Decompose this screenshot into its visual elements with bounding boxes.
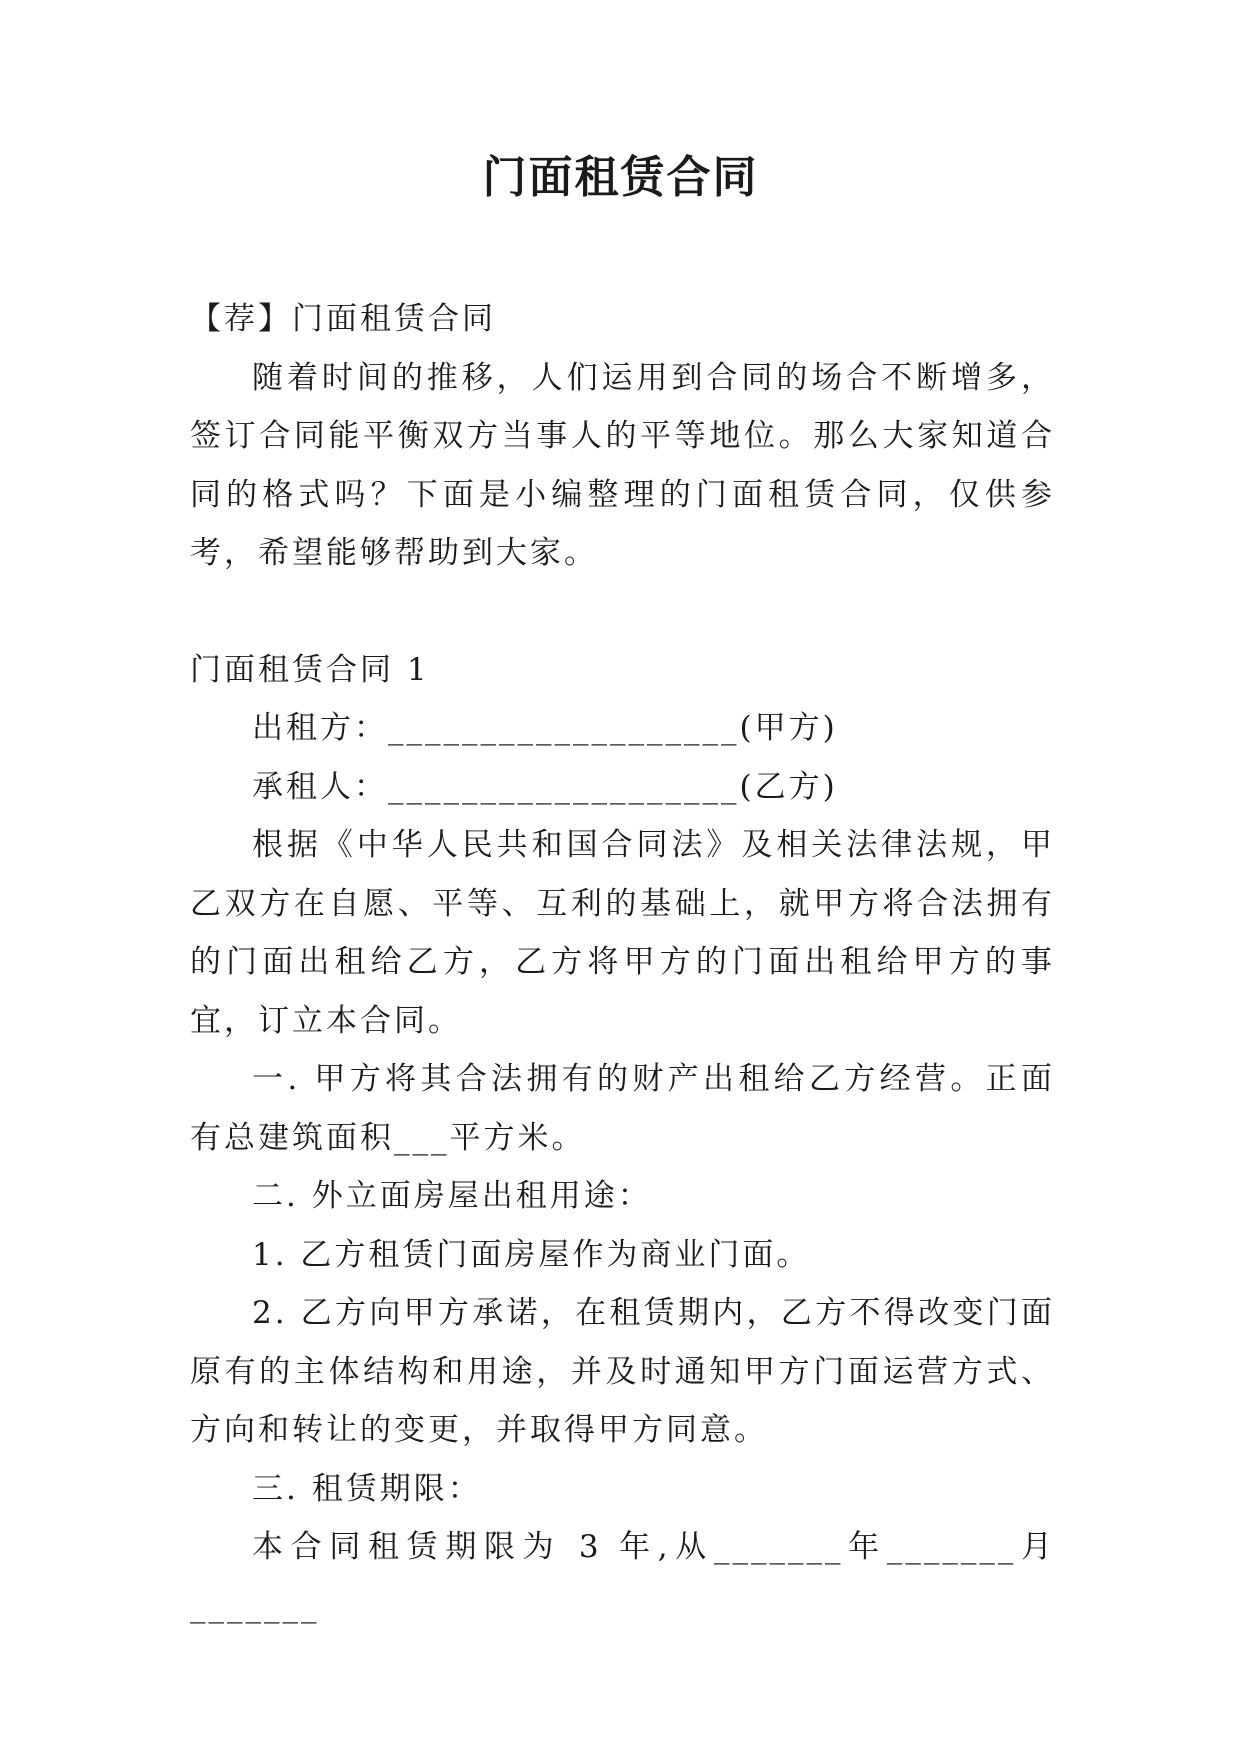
lessor-line: 出租方：___________________(甲方) [252, 710, 838, 746]
clause-three-term: 本合同租赁期限为 3 年,从_______年_______月_______ [190, 1529, 1055, 1624]
intro-paragraph: 随着时间的推移，人们运用到合同的场合不断增多，签订合同能平衡双方当事人的平等地位。那么大家知道合同的格式吗？下面是小编整理的门面租赁合同，仅供参考，希望能够帮助到大家。 [190, 359, 1055, 571]
lessee-line: 承租人：___________________(乙方) [252, 768, 838, 805]
document-title: 门面租赁合同 [482, 152, 759, 203]
preamble-paragraph: 根据《中华人民共和国合同法》及相关法律法规，甲乙双方在自愿、平等、互利的基础上，就甲方将合法拥有的门面出租给乙方，乙方将甲方的门面出租给甲方的事宜，订立本合同。 [190, 827, 1055, 1039]
clause-two-item-1: 1. 乙方租赁门面房屋作为商业门面。 [252, 1236, 811, 1273]
document-body [190, 290, 1055, 1635]
clause-three-heading: 三. 租赁期限： [252, 1470, 482, 1507]
clause-two-item-2: 2. 乙方向甲方承诺，在租赁期内，乙方不得改变门面原有的主体结构和用途，并及时通知甲方门面运营方式、方向和转让的变更，并取得甲方同意。 [190, 1295, 1055, 1448]
intro-heading: 【荐】门面租赁合同 [190, 301, 496, 337]
clause-two-heading: 二. 外立面房屋出租用途： [252, 1178, 652, 1214]
paragraph-gap [190, 583, 1055, 641]
clause-one: 一. 甲方将其合法拥有的财产出租给乙方经营。正面有总建筑面积___平方米。 [190, 1061, 1055, 1156]
contract-heading: 门面租赁合同 1 [190, 651, 430, 688]
